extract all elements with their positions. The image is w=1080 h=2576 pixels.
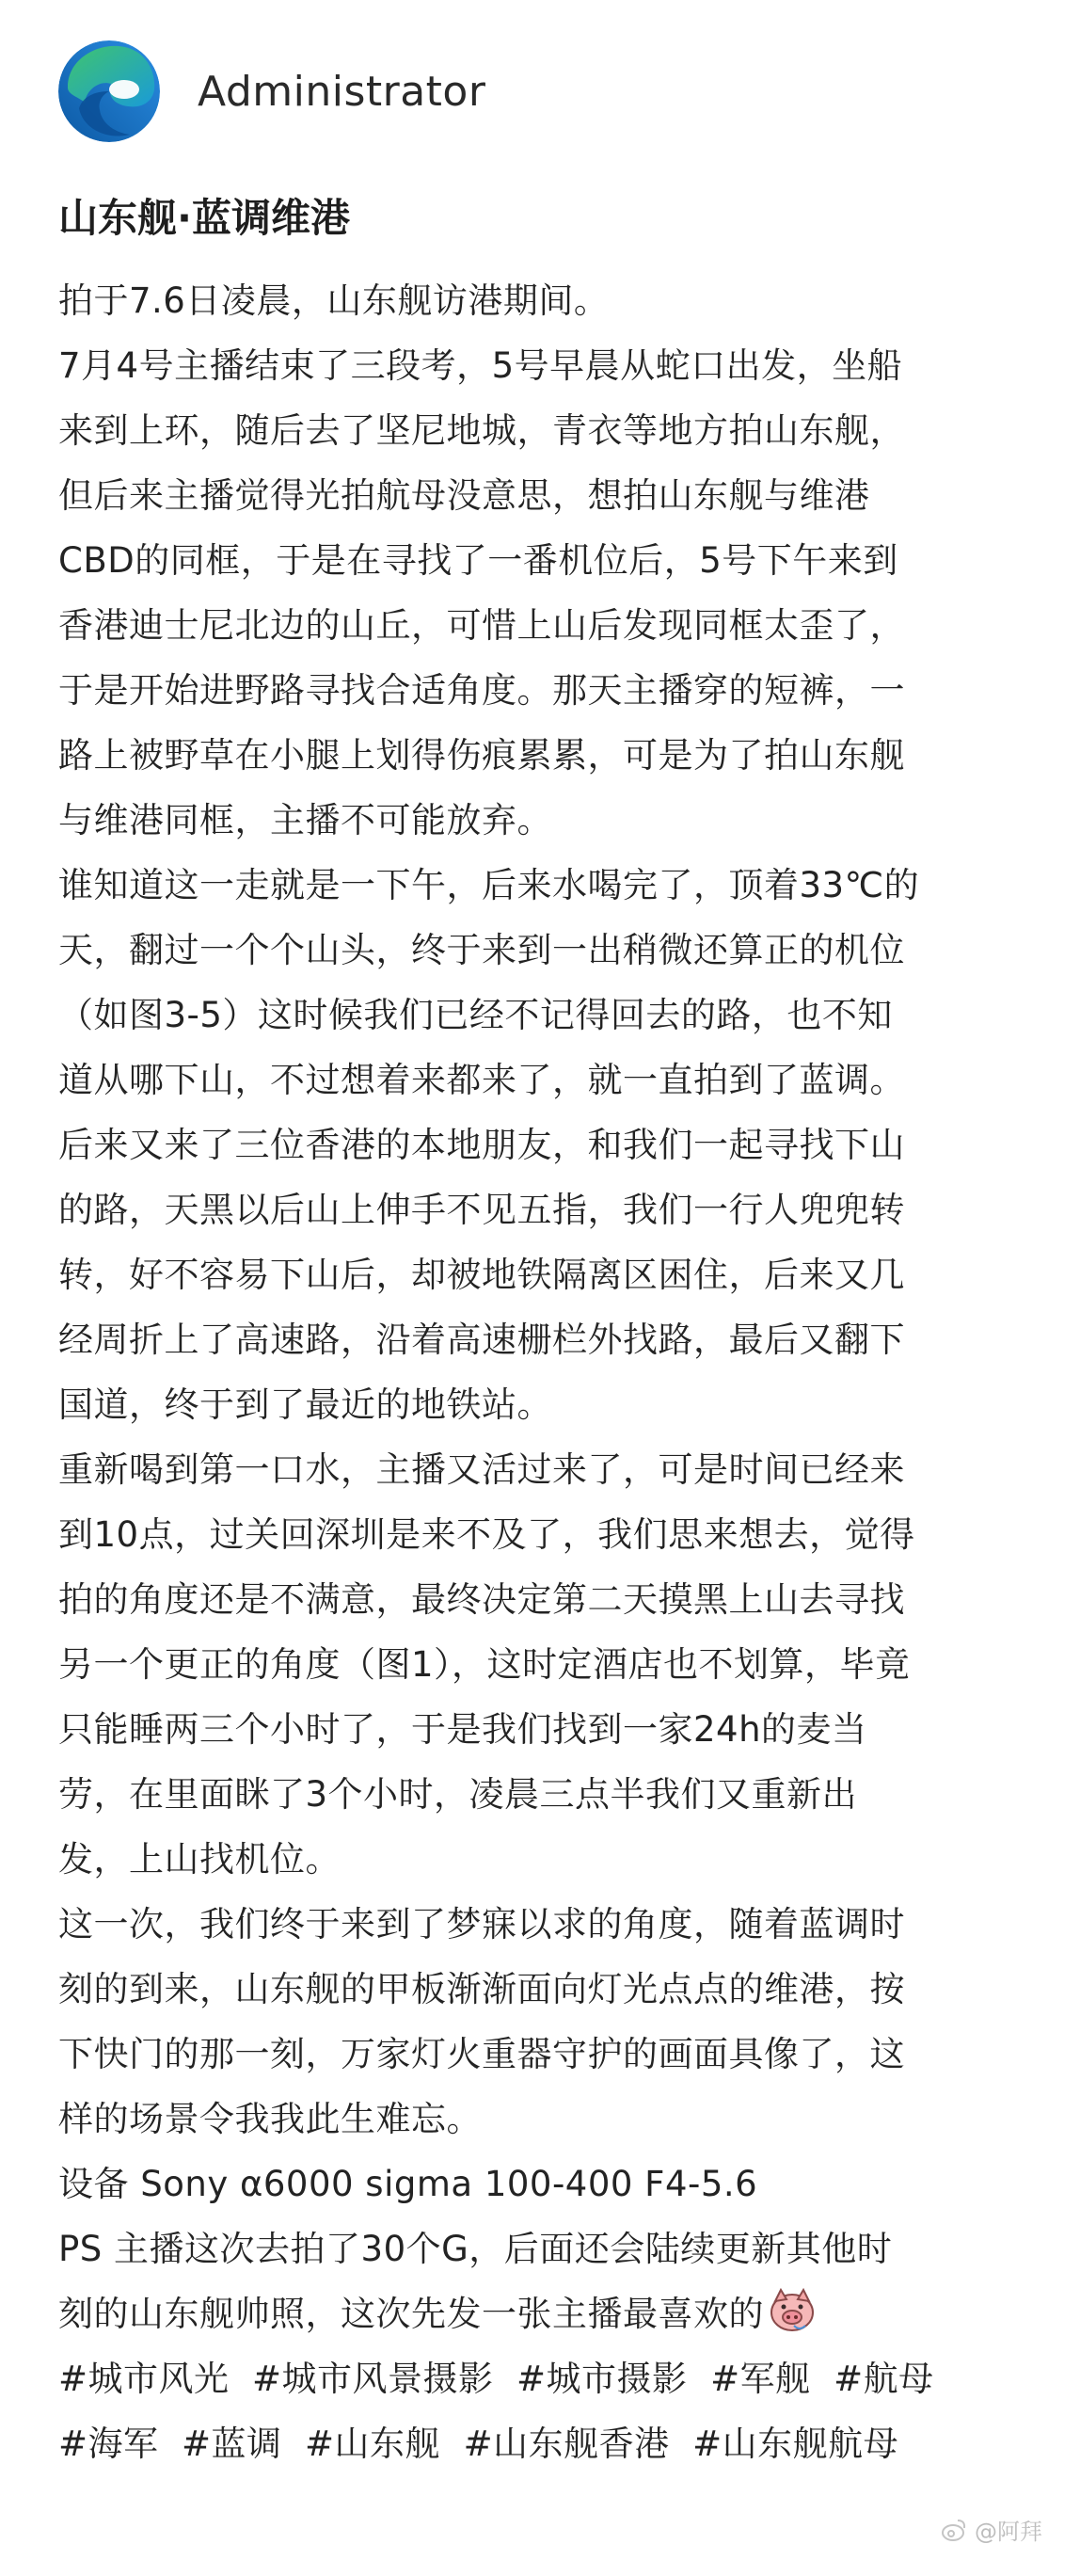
post-line-with-emoji [58, 2281, 1029, 2346]
post-line: 后来又来了三位香港的本地朋友，和我们一起寻找下山 [58, 1125, 905, 1165]
post-line: 重新喝到第一口水，主播又活过来了，可是时间已经来 [58, 1449, 905, 1490]
post-line: 这一次，我们终于来到了梦寐以求的角度，随着蓝调时 [58, 1904, 905, 1944]
post-line: 来到上环，随后去了坚尼地城，青衣等地方拍山东舰， [58, 410, 905, 451]
post-line: 样的场景令我我此生难忘。 [58, 2099, 482, 2139]
post-line: 与维港同框，主播不可能放弃。 [58, 800, 552, 840]
post-line: 国道，终于到了最近的地铁站。 [58, 1384, 552, 1425]
post-line: 道从哪下山，不过想着来都来了，就一直拍到了蓝调。 [58, 1060, 905, 1100]
post-hashtags-line[interactable]: #城市风光 #城市风景摄影 #城市摄影 #军舰 #航母 [58, 2359, 934, 2399]
post-line: 天，翻过一个个山头，终于来到一出稍微还算正的机位 [58, 930, 905, 970]
post-line: 发，上山找机位。 [58, 1839, 341, 1880]
post-line: 但后来主播觉得光拍航母没意思，想拍山东舰与维港 [58, 475, 870, 516]
author-name[interactable]: Administrator [198, 67, 486, 116]
pig-face-emoji-icon [768, 2286, 817, 2335]
post-line: 的路，天黑以后山上伸手不见五指，我们一行人兜兜转 [58, 1190, 905, 1230]
post-line: 经周折上了高速路，沿着高速栅栏外找路，最后又翻下 [58, 1320, 905, 1360]
post-line: 刻的山东舰帅照，这次先发一张主播最喜欢的 [58, 2294, 764, 2334]
post-line: 转，好不容易下山后，却被地铁隔离区困住，后来又几 [58, 1255, 905, 1295]
post-header [58, 40, 485, 143]
watermark-text: @阿拜 [975, 2519, 1042, 2545]
post-line: CBD的同框，于是在寻找了一番机位后，5号下午来到 [58, 540, 898, 581]
post-body [58, 268, 1029, 2476]
post-line: 只能睡两三个小时了，于是我们找到一家24h的麦当 [58, 1709, 867, 1750]
post-line: 于是开始进野路寻找合适角度。那天主播穿的短裤，一 [58, 670, 905, 711]
post-line: 拍于7.6日凌晨，山东舰访港期间。 [58, 280, 610, 321]
post-line: 拍的角度还是不满意，最终决定第二天摸黑上山去寻找 [58, 1579, 905, 1620]
post-line: （如图3-5）这时候我们已经不记得回去的路，也不知 [58, 995, 893, 1035]
edge-logo-icon [58, 40, 160, 142]
post-line: 下快门的那一刻，万家灯火重器守护的画面具像了，这 [58, 2034, 905, 2074]
post-line: PS 主播这次去拍了30个G，后面还会陆续更新其他时 [58, 2229, 893, 2269]
post-line: 谁知道这一走就是一下午，后来水喝完了，顶着33℃的 [58, 865, 920, 905]
post-line: 劳，在里面眯了3个小时，凌晨三点半我们又重新出 [58, 1774, 858, 1815]
avatar[interactable] [58, 40, 160, 142]
post-line: 设备 Sony α6000 sigma 100-400 F4-5.6 [58, 2164, 758, 2204]
post-line: 香港迪士尼北边的山丘，可惜上山后发现同框太歪了， [58, 605, 905, 646]
post-title: 山东舰·蓝调维港 [58, 195, 350, 241]
weibo-logo-icon [941, 2517, 967, 2543]
post-line: 路上被野草在小腿上划得伤痕累累，可是为了拍山东舰 [58, 735, 905, 776]
post-line: 另一个更正的角度（图1），这时定酒店也不划算，毕竟 [58, 1644, 911, 1685]
post-line: 到10点，过关回深圳是来不及了，我们思来想去，觉得 [58, 1514, 915, 1555]
post-line: 刻的到来，山东舰的甲板渐渐面向灯光点点的维港，按 [58, 1969, 905, 2009]
post-line: 7月4号主播结束了三段考，5号早晨从蛇口出发，坐船 [58, 345, 903, 386]
post-hashtags-line[interactable]: #海军 #蓝调 #山东舰 #山东舰香港 #山东舰航母 [58, 2424, 899, 2464]
watermark [941, 2513, 1042, 2546]
